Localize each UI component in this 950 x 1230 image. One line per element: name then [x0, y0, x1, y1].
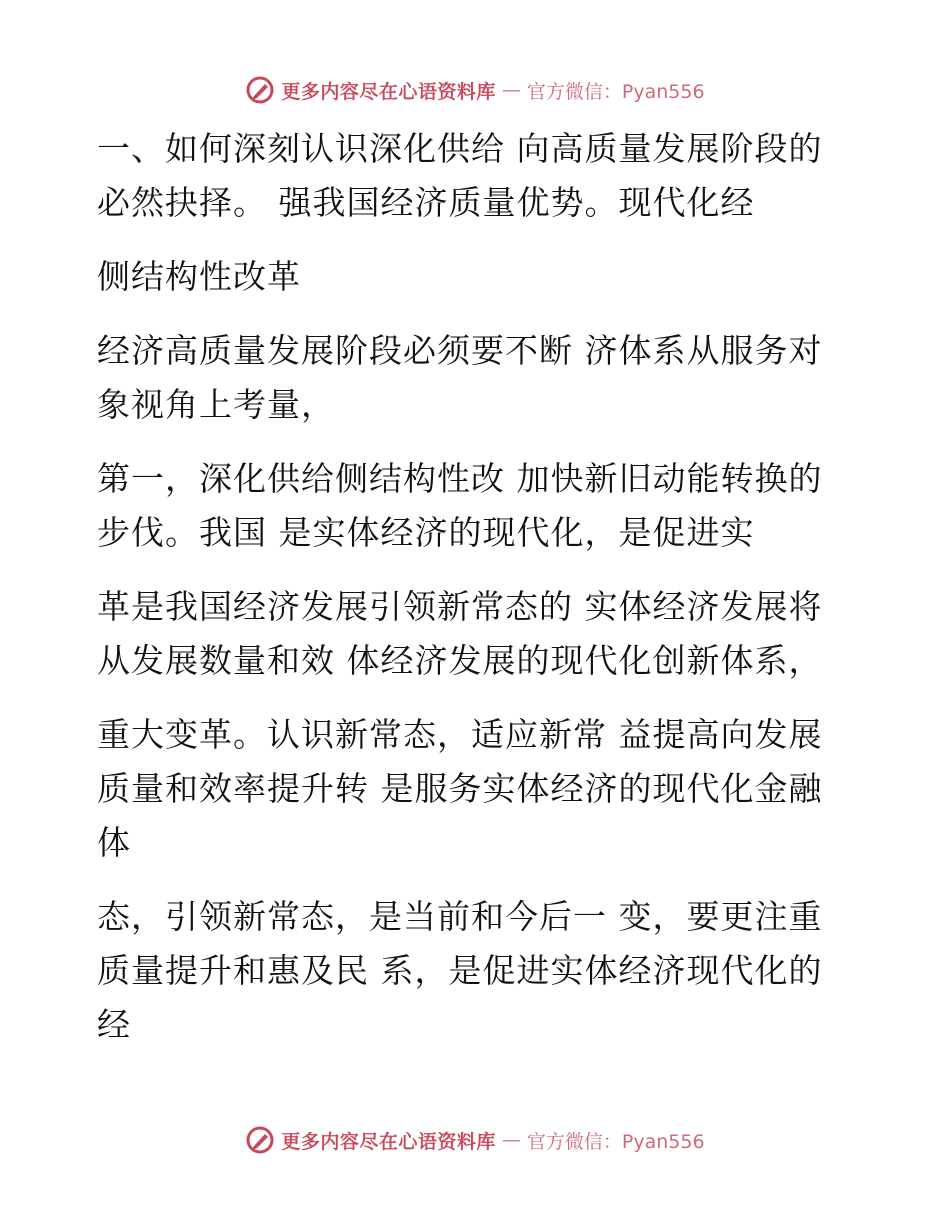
paragraph-7 [97, 890, 857, 1052]
text-line: 必然抉择。 强我国经济质量优势。现代化经 [97, 183, 755, 222]
text-line: 质量和效率提升转 是服务实体经济的现代化金融 [97, 769, 823, 808]
header-watermark-banner [0, 70, 950, 110]
text-line: 象视角上考量， [97, 385, 335, 424]
text-line: 重大变革。认识新常态，适应新常 益提高向发展 [97, 715, 823, 754]
text-line: 态，引领新常态，是当前和今后一 变，要更注重 [97, 897, 823, 936]
paragraph-4 [97, 452, 857, 560]
text-line: 经济高质量发展阶段必须要不断 济体系从服务对 [97, 331, 823, 370]
paragraph-2 [97, 250, 857, 304]
document-body [97, 122, 857, 1072]
text-line: 一、如何深刻认识深化供给 向高质量发展阶段的 [97, 129, 823, 168]
banner-text: 更多内容尽在心语资料库 [281, 1130, 496, 1153]
paragraph-1 [97, 122, 857, 230]
text-line: 质量提升和惠及民 系，是促进实体经济现代化的 [97, 951, 823, 990]
text-line: 侧结构性改革 [97, 257, 301, 296]
paragraph-5 [97, 580, 857, 688]
banner-text: 更多内容尽在心语资料库 [281, 80, 496, 103]
text-line: 经 [97, 1005, 131, 1044]
banner-contact: 官方微信：Pyan556 [526, 80, 705, 103]
paragraph-6 [97, 708, 857, 870]
text-line: 体 [97, 823, 131, 862]
text-line: 第一，深化供给侧结构性改 加快新旧动能转换的 [97, 459, 823, 498]
pen-logo-icon [245, 75, 275, 105]
banner-separator: — [501, 1129, 521, 1151]
footer-watermark-banner [0, 1120, 950, 1160]
text-line: 革是我国经济发展引领新常态的 实体经济发展将 [97, 587, 823, 626]
banner-contact: 官方微信：Pyan556 [526, 1130, 705, 1153]
text-line: 从发展数量和效 体经济发展的现代化创新体系， [97, 641, 823, 680]
banner-separator: — [501, 79, 521, 101]
text-line: 步伐。我国 是实体经济的现代化，是促进实 [97, 513, 755, 552]
pen-logo-icon [245, 1125, 275, 1155]
paragraph-3 [97, 324, 857, 432]
